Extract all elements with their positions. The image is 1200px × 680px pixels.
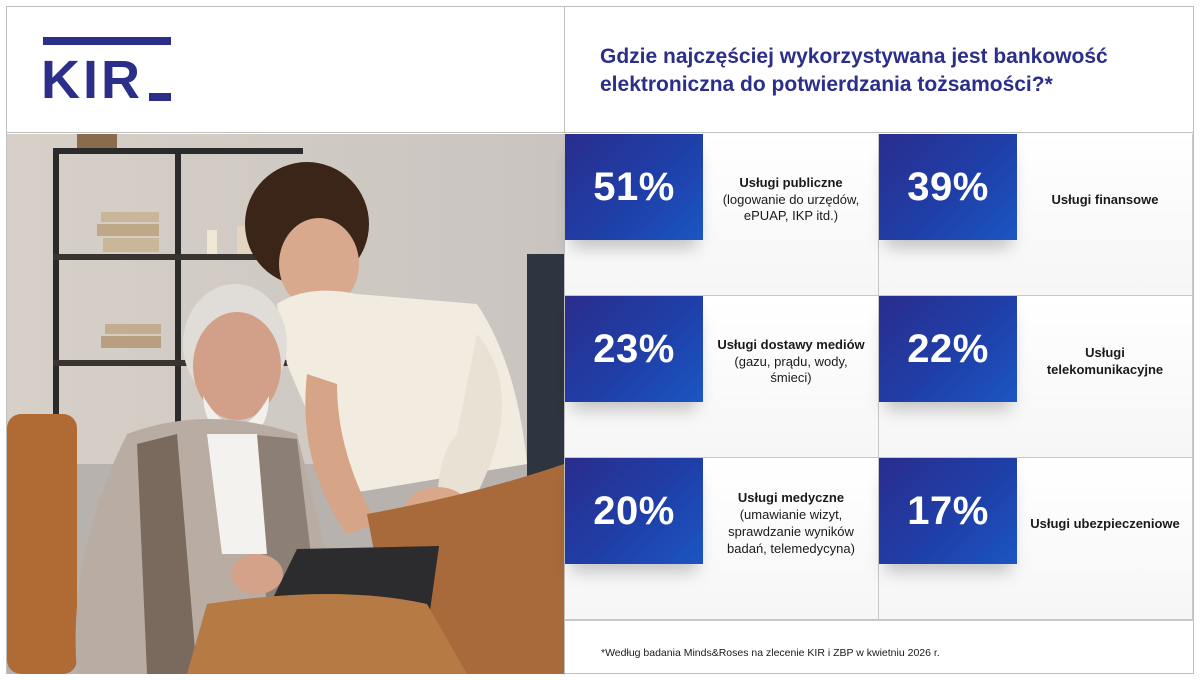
stat-card-telecom-services xyxy=(879,296,1193,458)
stat-label xyxy=(1027,458,1183,620)
stat-label-title: Usługi dostawy mediów xyxy=(717,336,865,352)
stat-label-sub: (gazu, prądu, wody, śmieci) xyxy=(734,353,848,386)
kir-logo xyxy=(41,37,173,110)
stat-label xyxy=(713,134,869,296)
infographic-frame xyxy=(6,6,1194,674)
stat-card-public-services xyxy=(565,134,879,296)
percent-box xyxy=(565,458,703,564)
percent-value: 23% xyxy=(593,326,675,371)
stat-label xyxy=(713,296,869,458)
logo-bar xyxy=(43,37,171,45)
stat-label-sub: (umawianie wizyt, sprawdzanie wyników badań, telemedycyna) xyxy=(727,507,855,556)
stats-grid xyxy=(565,134,1193,620)
header xyxy=(7,7,1193,133)
stat-label-title: Usługi publiczne xyxy=(739,174,843,190)
stat-label xyxy=(1027,296,1183,458)
percent-box xyxy=(565,296,703,402)
percent-box xyxy=(565,134,703,240)
stat-label-title: Usługi telekomunikacyjne xyxy=(1046,345,1164,377)
percent-value: 20% xyxy=(593,488,675,533)
footnote: *Według badania Minds&Roses na zlecenie KIR i ZBP w kwietniu 2026 r. xyxy=(601,647,940,659)
page-title: Gdzie najczęściej wykorzystywana jest bankowość elektroniczna do potwierdzania tożsamości?* xyxy=(600,45,1108,96)
stat-label-title: Usługi finansowe xyxy=(1051,191,1159,207)
stat-card-insurance-services xyxy=(879,458,1193,620)
header-divider xyxy=(564,7,565,133)
logo-underscore xyxy=(149,93,171,101)
photo-elderly-man-and-young-man-with-tablet xyxy=(7,134,564,674)
stat-label-title: Usługi medyczne xyxy=(737,490,845,506)
percent-value: 51% xyxy=(593,164,675,209)
stat-card-medical-services xyxy=(565,458,879,620)
percent-value: 17% xyxy=(907,488,989,533)
stat-label-title: Usługi ubezpieczeniowe xyxy=(1030,515,1180,531)
percent-box xyxy=(879,134,1017,240)
logo-text: KIR xyxy=(41,50,143,110)
percent-box xyxy=(879,296,1017,402)
stat-label-sub: (logowanie do urzędów, ePUAP, IKP itd.) xyxy=(722,191,860,224)
stat-label xyxy=(1027,134,1183,296)
stat-label xyxy=(713,458,869,620)
stat-card-utility-services xyxy=(565,296,879,458)
percent-value: 22% xyxy=(907,326,989,371)
percent-box xyxy=(879,458,1017,564)
footer xyxy=(565,620,1193,674)
stat-card-financial-services xyxy=(879,134,1193,296)
percent-value: 39% xyxy=(907,164,989,209)
